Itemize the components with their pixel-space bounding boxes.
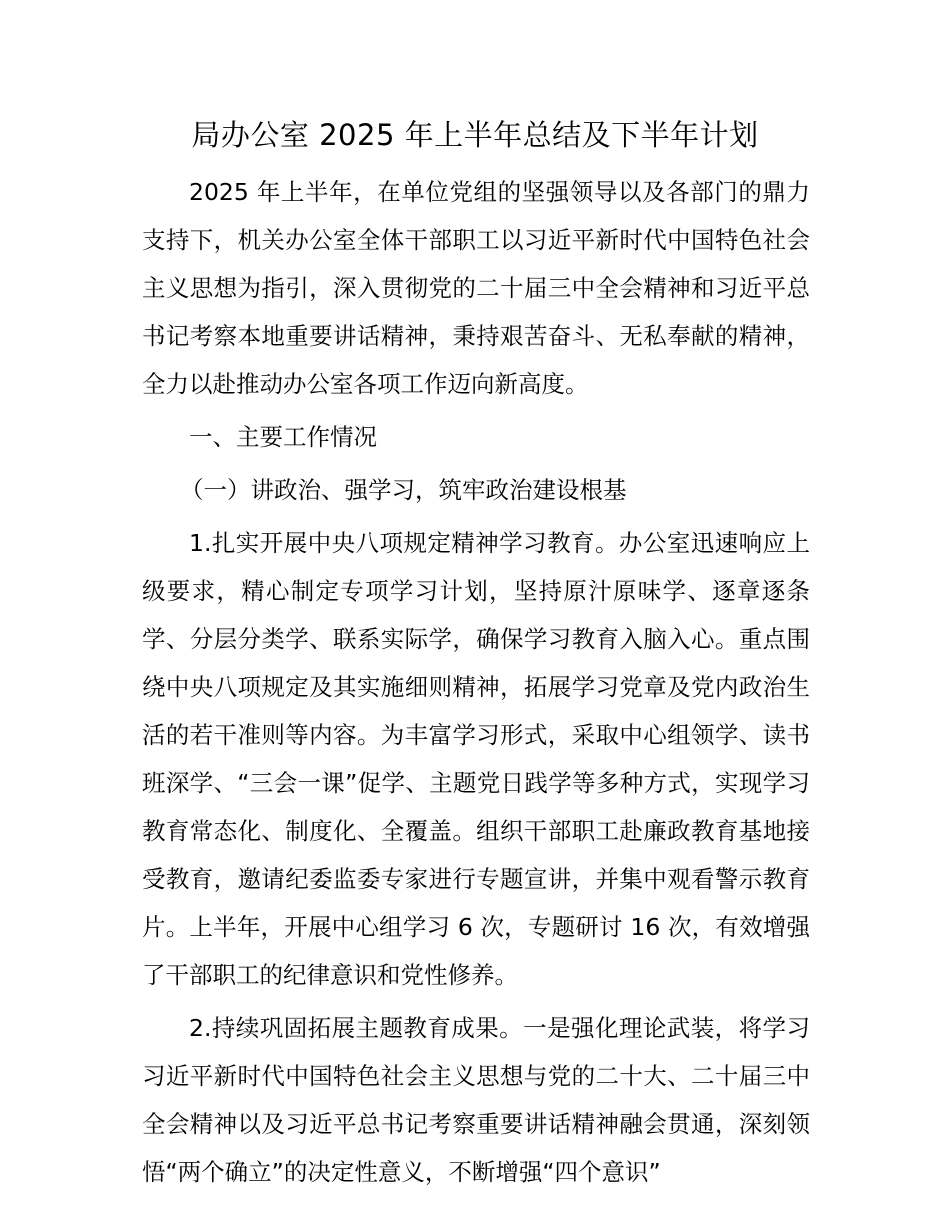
- paragraph-item-1: 1.扎实开展中央八项规定精神学习教育。办公室迅速响应上级要求，精心制定专项学习计划，坚持原汁原味学、逐章逐条学、分层分类学、联系实际学，确保学习教育入脑入心。重点围绕中央八项规定及其实施细则精神，拓展学习党章及党内政治生活的若干准则等内容。为丰富学习形式，采取中心组领学、读书班深学、“三会一课”促学、主题党日践学等多种方式，实现学习教育常态化、制度化、全覆盖。组织干部职工赴廉政教育基地接受教育，邀请纪委监委专家进行专题宣讲，并集中观看警示教育片。上半年，开展中心组学习 6 次，专题研讨 16 次，有效增强了干部职工的纪律意识和党性修养。: [142, 529, 810, 989]
- intro-paragraph: 2025 年上半年，在单位党组的坚强领导以及各部门的鼎力支持下，机关办公室全体干部职工以习近平新时代中国特色社会主义思想为指引，深入贯彻党的二十届三中全会精神和习近平总书记考察本地重要讲话精神，秉持艰苦奋斗、无私奉献的精神，全力以赴推动办公室各项工作迈向新高度。: [142, 178, 810, 398]
- document-title: 局办公室 2025 年上半年总结及下半年计划: [191, 118, 759, 152]
- document-body: [142, 168, 810, 1196]
- section-heading-main-work: 一、主要工作情况: [189, 423, 377, 451]
- subsection-heading-politics-study: （一）讲政治、强学习，筑牢政治建设根基: [180, 476, 627, 504]
- paragraph-item-2: 2.持续巩固拓展主题教育成果。一是强化理论武装，将学习习近平新时代中国特色社会主义思想与党的二十大、二十届三中全会精神以及习近平总书记考察重要讲话精神融会贯通，深刻领悟“两个确立”的决定性意义，不断增强“四个意识”: [142, 1014, 810, 1186]
